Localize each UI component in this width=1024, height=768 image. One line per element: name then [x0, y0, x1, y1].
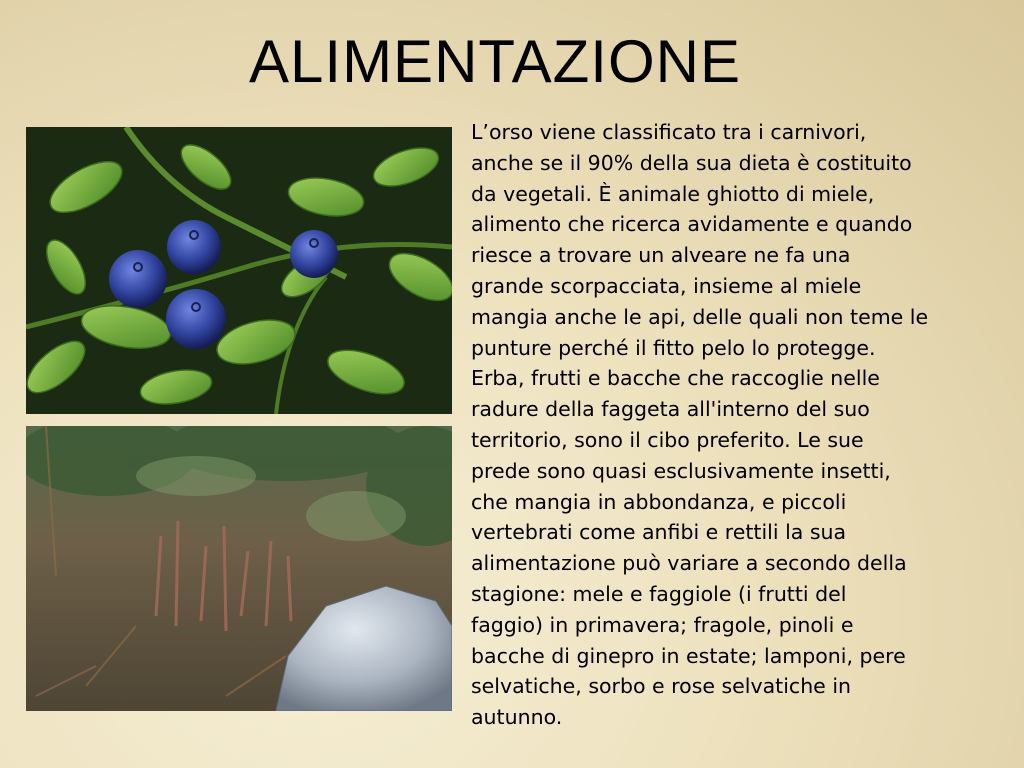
body-paragraph: L’orso viene classificato tra i carnivori, anche se il 90% della sua dieta è costituito da vegetali. È animale ghiotto di miele, alimento che ricerca avidamente e quando riesce a trovare un alveare ne fa una grande scorpacciata, insieme al miele mangia anche le api, delle quali non teme le punture perché il fitto pelo lo protegge. Erba, frutti e bacche che raccoglie nelle radure della faggeta all'interno del suo territorio, sono il cibo preferito. Le sue prede sono quasi esclusivamente insetti, che mangia in abbondanza, e piccoli vertebrati come anfibi e rettili la sua alimentazione può variare a secondo della stagione: mele e faggiole (i frutti del faggio) in primavera; fragole, pinoli e bacche di ginepro in estate; lamponi, pere selvatiche, sorbo e rose selvatiche in autunno. — [471, 120, 929, 730]
blueberries-photo — [26, 127, 452, 414]
blueberries-illustration — [26, 127, 452, 414]
forest-clearing-illustration — [26, 426, 452, 711]
slide-title: ALIMENTAZIONE — [249, 28, 741, 95]
forest-clearing-photo — [26, 426, 452, 711]
